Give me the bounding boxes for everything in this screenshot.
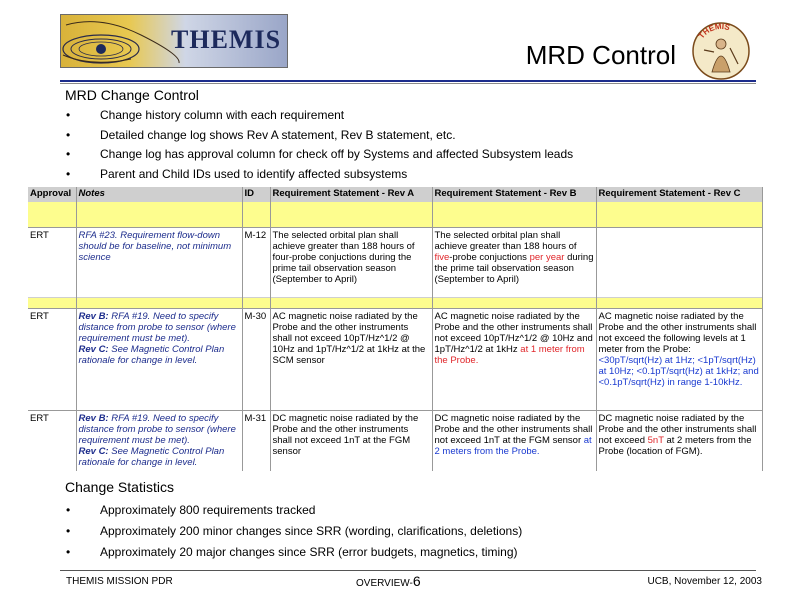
footer-date-label: UCB, November 12, 2003 [647,576,762,587]
bullet-icon: • [66,108,71,122]
footer-rule [60,570,756,571]
table-spacer-row [28,201,762,228]
table-header-row [28,187,762,201]
table-row [28,228,762,298]
approval-cell: ERT [28,410,76,471]
section-title-change-statistics: Change Statistics [65,479,174,495]
footer-mission-label: THEMIS MISSION PDR [66,576,173,587]
notes-cell: RFA #23. Requirement flow-down should be for baseline, not minimum science [76,228,242,298]
themis-seal-icon [690,20,752,82]
orbit-swirl-icon [61,15,181,68]
list-item: • Change history column with each requirement [66,106,573,126]
rev-c-cell: AC magnetic noise radiated by the Probe and the other instruments shall not exceed the following levels at 1 meter from the Probe: <30pT/sqrt(Hz) at 1Hz; <1pT/sqrt(Hz) at 10Hz; <0.1pT/sqrt(Hz) at 1kHz; and <0.1pT/sqrt(Hz) in range 1-10kHz. [596,308,762,410]
page-number: 6 [412,573,421,589]
rev-a-cell: The selected orbital plan shall achieve greater than 188 hours of four-probe conjuctions during the prime tail observation season (September to April) [270,228,432,298]
logo-text: THEMIS [171,25,282,54]
column-header-approval: Approval [28,187,76,201]
bullet-icon: • [66,524,71,538]
list-item: • Approximately 20 major changes since SRR (error budgets, magnetics, timing) [66,542,522,563]
rev-c-cell: DC magnetic noise radiated by the Probe and the other instruments shall not exceed 5nT at 2 meters from the Probe (location of FGM). [596,410,762,471]
rev-b-cell: The selected orbital plan shall achieve greater than 188 hours of five-probe conjuctions per year during the prime tail observation season (September to April) [432,228,596,298]
change-control-bullets [66,106,573,184]
bullet-icon: • [66,147,71,161]
seal-text: THEMIS [696,21,731,41]
id-cell: M-31 [242,410,270,471]
header-rule-thin [60,83,756,84]
list-item: • Change log has approval column for check off by Systems and affected Subsystem leads [66,145,573,165]
bullet-icon: • [66,166,71,181]
column-header-rev-c: Requirement Statement - Rev C [596,187,762,201]
requirements-change-table [28,187,763,471]
list-item: • Detailed change log shows Rev A statement, Rev B statement, etc. [66,126,573,146]
bullet-icon: • [66,503,71,517]
column-header-notes: Notes [76,187,242,201]
id-cell: M-12 [242,228,270,298]
notes-cell: Rev B: RFA #19. Need to specify distance from probe to sensor (where requirement must be met). Rev C: See Magnetic Control Plan rationale for change in level. [76,410,242,471]
column-header-rev-b: Requirement Statement - Rev B [432,187,596,201]
table-row [28,410,762,471]
list-item: • Approximately 200 minor changes since SRR (wording, clarifications, deletions) [66,521,522,542]
footer-page-label: OVERVIEW-6 [356,573,421,589]
themis-logo-banner [60,14,288,68]
section-title-change-control: MRD Change Control [65,87,199,103]
change-statistics-bullets [66,500,522,563]
notes-cell: Rev B: RFA #19. Need to specify distance from probe to sensor (where requirement must be met). Rev C: See Magnetic Control Plan rationale for change in level. [76,308,242,410]
bullet-icon: • [66,545,71,559]
rev-a-cell: AC magnetic noise radiated by the Probe and the other instruments shall not exceed 10pT/Hz^1/2 @ 10Hz and 1pT/Hz^1/2 at 1kHz at the SCM sensor [270,308,432,410]
bullet-icon: • [66,127,71,142]
slide-title: MRD Control [525,40,676,70]
list-item: • Parent and Child IDs used to identify affected subsystems [66,165,573,185]
list-item: • Approximately 800 requirements tracked [66,500,522,521]
id-cell: M-30 [242,308,270,410]
column-header-rev-a: Requirement Statement - Rev A [270,187,432,201]
column-header-id: ID [242,187,270,201]
table-row [28,308,762,410]
header-rule [60,80,756,82]
approval-cell: ERT [28,228,76,298]
approval-cell: ERT [28,308,76,410]
rev-b-cell: AC magnetic noise radiated by the Probe and the other instruments shall not exceed 10pT/Hz^1/2 @ 10Hz and 1pT/Hz^1/2 at 1kHz at 1 meter from the Probe. [432,308,596,410]
rev-b-cell: DC magnetic noise radiated by the Probe and the other instruments shall not exceed 1nT at the FGM sensor at 2 meters from the Probe. [432,410,596,471]
rev-c-cell [596,228,762,298]
table-spacer-row [28,298,762,308]
rev-a-cell: DC magnetic noise radiated by the Probe and the other instruments shall not exceed 1nT at the FGM sensor [270,410,432,471]
